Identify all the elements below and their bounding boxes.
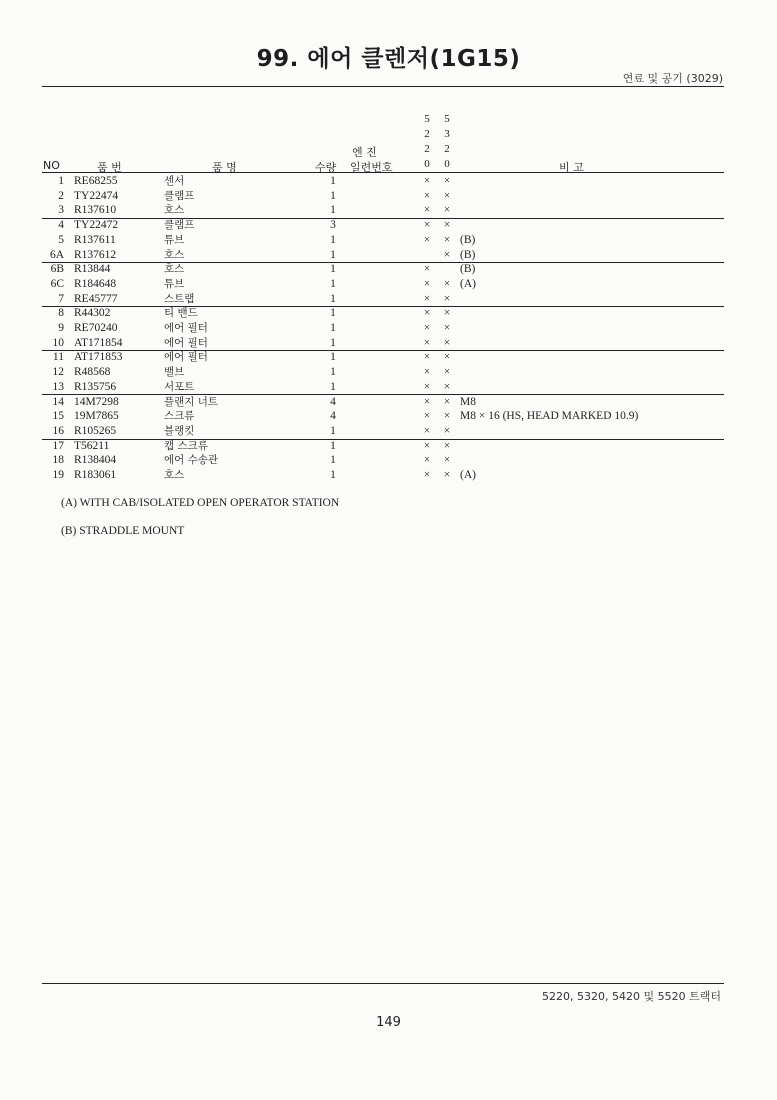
row-part-no: R13844 <box>74 263 111 276</box>
table-header-rule <box>42 172 724 173</box>
row-remark: (B) <box>460 263 476 276</box>
footnote-b: (B) STRADDLE MOUNT <box>61 525 185 537</box>
row-part-no: R137612 <box>74 248 117 261</box>
row-no: 1 <box>58 175 64 187</box>
table-row <box>42 468 724 483</box>
table-row <box>42 350 724 365</box>
row-model2-mark: × <box>443 204 451 217</box>
row-model2-mark: × <box>443 219 451 232</box>
row-part-no: RE45777 <box>74 292 118 305</box>
row-model2-mark: × <box>443 336 451 349</box>
table-row <box>42 409 724 424</box>
row-name: 밸브 <box>164 366 185 379</box>
row-name: 튜브 <box>164 277 185 290</box>
row-part-no: AT171854 <box>74 336 123 349</box>
row-model1-mark: × <box>423 204 431 217</box>
row-name: 스크류 <box>164 410 195 423</box>
row-name: 티 밴드 <box>164 307 198 320</box>
row-qty: 1 <box>330 307 336 320</box>
row-part-no: R105265 <box>74 424 117 437</box>
row-model1-mark: × <box>423 292 431 305</box>
row-model1-mark: × <box>423 380 431 393</box>
row-qty: 1 <box>330 439 336 452</box>
row-model2-mark: × <box>443 469 451 481</box>
table-row <box>42 262 724 277</box>
row-no: 5 <box>58 233 64 246</box>
row-name: 에어 필터 <box>164 322 208 334</box>
row-no: 3 <box>58 204 64 217</box>
row-part-no: RE70240 <box>74 322 118 334</box>
row-model2-mark: × <box>443 351 451 364</box>
row-qty: 1 <box>330 366 336 379</box>
row-remark: (A) <box>460 277 476 290</box>
model1-digit: 2 <box>424 143 430 155</box>
row-no: 7 <box>58 292 64 305</box>
row-name: 에어 수송관 <box>164 454 219 467</box>
row-qty: 1 <box>330 424 336 437</box>
table-row <box>42 292 724 308</box>
table-row <box>42 365 724 380</box>
row-part-no: R44302 <box>74 307 111 320</box>
row-model1-mark: × <box>423 351 431 364</box>
row-name: 클램프 <box>164 219 195 232</box>
row-part-no: 14M7298 <box>74 395 119 408</box>
row-qty: 1 <box>330 233 336 246</box>
row-no: 19 <box>52 469 64 481</box>
row-remark: (B) <box>460 248 476 261</box>
row-qty: 1 <box>330 189 336 202</box>
row-part-no: AT171853 <box>74 351 123 364</box>
row-qty: 1 <box>330 454 336 467</box>
table-row <box>42 277 724 292</box>
row-model1-mark: × <box>423 219 431 232</box>
row-no: 16 <box>52 424 64 437</box>
row-name: 호스 <box>164 248 185 261</box>
model1-digit: 5 <box>424 113 430 125</box>
row-no: 6C <box>50 277 64 290</box>
row-part-no: T56211 <box>74 439 110 452</box>
row-model1-mark: × <box>423 189 431 202</box>
row-part-no: R137610 <box>74 204 117 217</box>
row-no: 14 <box>52 395 64 408</box>
row-model2-mark: × <box>443 233 451 246</box>
row-qty: 1 <box>330 248 336 261</box>
row-remark: (A) <box>460 469 476 481</box>
row-model2-mark: × <box>443 380 451 393</box>
footer-rule <box>42 983 724 984</box>
row-model1-mark: × <box>423 366 431 379</box>
row-qty: 1 <box>330 322 336 334</box>
row-model2-mark: × <box>443 424 451 437</box>
model2-digit: 5 <box>444 113 450 125</box>
row-no: 12 <box>52 366 64 379</box>
row-part-no: R137611 <box>74 233 116 246</box>
row-model2-mark: × <box>443 322 451 334</box>
row-remark: M8 <box>460 395 476 408</box>
row-model1-mark: × <box>423 439 431 452</box>
row-name: 블랭킷 <box>164 424 195 437</box>
row-qty: 4 <box>330 410 336 423</box>
row-model1-mark: × <box>423 322 431 334</box>
row-no: 6B <box>50 263 64 276</box>
row-qty: 1 <box>330 336 336 349</box>
row-part-no: 19M7865 <box>74 410 119 423</box>
row-part-no: TY22472 <box>74 219 119 232</box>
row-model1-mark: × <box>423 454 431 467</box>
row-model2-mark: × <box>443 248 451 261</box>
table-row <box>42 380 724 396</box>
row-model1-mark: × <box>423 277 431 290</box>
row-qty: 1 <box>330 292 336 305</box>
header-part-no: 품 번 <box>97 161 122 174</box>
model2-digit: 3 <box>444 128 450 140</box>
row-qty: 3 <box>330 219 336 232</box>
model2-digit: 2 <box>444 143 450 155</box>
table-row <box>42 439 724 454</box>
row-no: 8 <box>58 307 64 320</box>
row-part-no: TY22474 <box>74 189 119 202</box>
row-no: 13 <box>52 380 64 393</box>
row-remark: M8 × 16 (HS, HEAD MARKED 10.9) <box>460 410 639 423</box>
row-model2-mark: × <box>443 395 451 408</box>
row-model1-mark: × <box>423 469 431 481</box>
page-number: 149 <box>376 1015 401 1030</box>
table-row <box>42 321 724 336</box>
table-row <box>42 174 724 189</box>
row-model1-mark: × <box>423 410 431 423</box>
row-no: 9 <box>58 322 64 334</box>
row-part-no: RE68255 <box>74 175 118 187</box>
row-part-no: R48568 <box>74 366 111 379</box>
page-title: 99. 에어 클렌저(1G15) <box>256 46 521 72</box>
table-row <box>42 306 724 321</box>
row-qty: 1 <box>330 263 336 276</box>
table-row <box>42 218 724 233</box>
table-row <box>42 233 724 248</box>
row-name: 플랜지 너트 <box>164 395 219 408</box>
row-model2-mark: × <box>443 454 451 467</box>
row-model1-mark: × <box>423 233 431 246</box>
model1-digit: 2 <box>424 128 430 140</box>
row-part-no: R184648 <box>74 277 117 290</box>
table-row <box>42 189 724 204</box>
header-engine-bottom: 일련번호 <box>350 161 393 174</box>
row-name: 캡 스크류 <box>164 439 208 452</box>
header-no: NO <box>43 159 60 172</box>
row-model1-mark: × <box>423 336 431 349</box>
row-qty: 1 <box>330 204 336 217</box>
row-part-no: R135756 <box>74 380 117 393</box>
header-name: 품 명 <box>212 161 237 174</box>
header-engine-top: 엔 진 <box>352 146 377 159</box>
row-model2-mark: × <box>443 277 451 290</box>
row-model2-mark: × <box>443 366 451 379</box>
row-model2-mark: × <box>443 307 451 320</box>
row-model1-mark: × <box>423 263 431 276</box>
row-qty: 4 <box>330 395 336 408</box>
row-model2-mark: × <box>443 410 451 423</box>
row-name: 클램프 <box>164 189 195 202</box>
row-qty: 1 <box>330 175 336 187</box>
row-model1-mark: × <box>423 175 431 187</box>
row-remark: (B) <box>460 233 476 246</box>
footnote-a: (A) WITH CAB/ISOLATED OPEN OPERATOR STATION <box>61 497 340 509</box>
row-name: 스트랩 <box>164 292 195 305</box>
row-name: 서포트 <box>164 380 195 393</box>
table-row <box>42 248 724 264</box>
table-row <box>42 453 724 468</box>
row-model2-mark: × <box>443 175 451 187</box>
row-no: 18 <box>52 454 64 467</box>
row-part-no: R183061 <box>74 469 117 481</box>
row-name: 호스 <box>164 204 185 217</box>
section-label: 연료 및 공기 (3029) <box>622 72 723 85</box>
model1-digit: 0 <box>424 158 430 170</box>
header-qty: 수량 <box>315 161 337 174</box>
row-name: 에어 필터 <box>164 336 208 349</box>
table-row <box>42 395 724 410</box>
row-model1-mark: × <box>423 395 431 408</box>
row-name: 에어 필터 <box>164 351 208 364</box>
row-model2-mark: × <box>443 439 451 452</box>
table-row <box>42 203 724 219</box>
row-model1-mark: × <box>423 424 431 437</box>
row-qty: 1 <box>330 277 336 290</box>
row-no: 2 <box>58 189 64 202</box>
row-model1-mark: × <box>423 307 431 320</box>
row-no: 6A <box>49 248 64 261</box>
row-model2-mark: × <box>443 292 451 305</box>
row-name: 튜브 <box>164 233 185 246</box>
row-no: 11 <box>52 351 64 364</box>
row-model2-mark: × <box>443 189 451 202</box>
header-remarks: 비 고 <box>559 161 584 174</box>
row-no: 4 <box>58 219 64 232</box>
footer-models: 5220, 5320, 5420 및 5520 트랙터 <box>542 990 721 1003</box>
row-qty: 1 <box>330 380 336 393</box>
header-rule <box>42 86 724 87</box>
row-qty: 1 <box>330 469 336 481</box>
row-qty: 1 <box>330 351 336 364</box>
row-no: 10 <box>52 336 64 349</box>
row-no: 15 <box>52 410 64 423</box>
row-name: 호스 <box>164 263 185 276</box>
row-no: 17 <box>52 439 64 452</box>
row-part-no: R138404 <box>74 454 117 467</box>
table-row <box>42 424 724 440</box>
row-name: 센서 <box>164 175 185 187</box>
row-name: 호스 <box>164 469 185 481</box>
model2-digit: 0 <box>444 158 450 170</box>
table-row <box>42 336 724 352</box>
